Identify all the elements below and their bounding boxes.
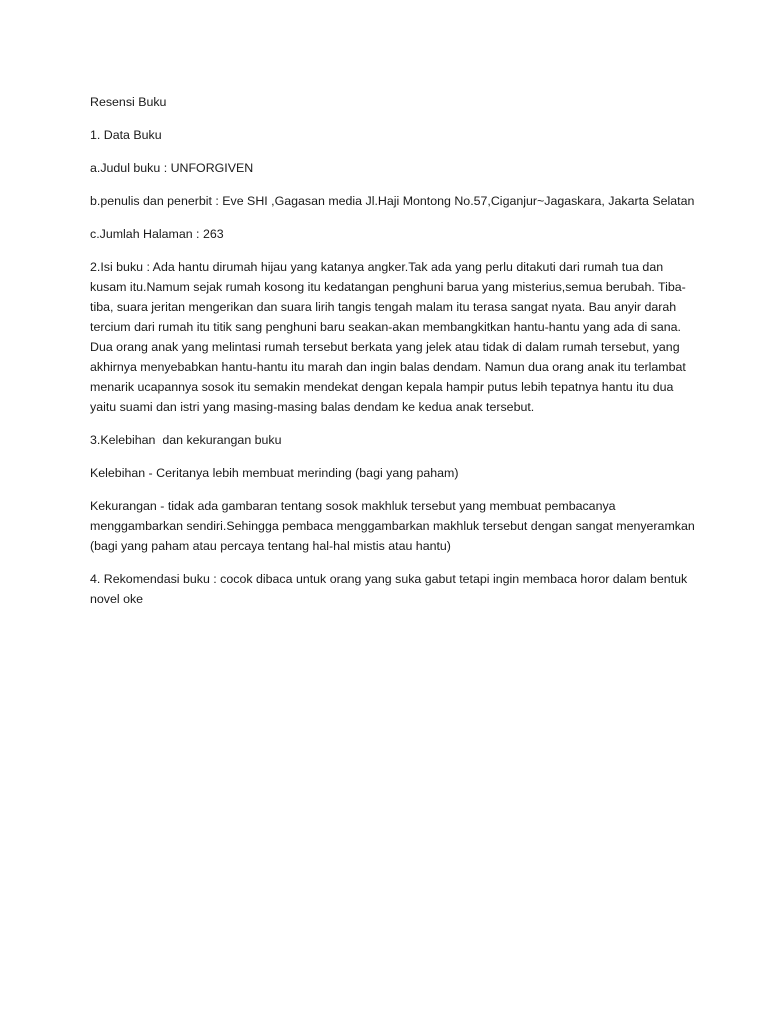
author-publisher-line: b.penulis dan penerbit : Eve SHI ,Gagasan media Jl.Haji Montong No.57,Ciganjur~Jagaskara, Jakarta Selatan	[90, 194, 695, 208]
strengths-paragraph: Kelebihan - Ceritanya lebih membuat merinding (bagi yang paham)	[90, 466, 459, 480]
book-title-line: a.Judul buku : UNFORGIVEN	[90, 161, 254, 175]
book-content-paragraph: 2.Isi buku : Ada hantu dirumah hijau yang katanya angker.Tak ada yang perlu ditakuti dari rumah tua dan kusam itu.Namum sejak rumah kosong itu kedatangan penghuni barua yang misterius,semua berubah. Tiba-tiba, suara jeritan mengerikan dan suara lirih tangis tengah malam itu terasa sangat nyata. Bau anyir darah tercium dari rumah itu titik sang penghuni baru seakan-akan membangkitkan hantu-hantu yang ada di sana. Dua orang anak yang melintasi rumah tersebut berkata yang jelek atau tidak di dalam rumah tersebut, yang akhirnya menyebabkan hantu-hantu itu marah dan ingin balas dendam. Namun dua orang anak itu terlambat menarik ucapannya sosok itu semakin mendekat dengan kepala hampir putus lebih tepatnya hantu itu dua yaitu suami dan istri yang masing-masing balas dendam ke kedua anak tersebut.	[90, 260, 690, 414]
section-heading-data-buku: 1. Data Buku	[90, 128, 162, 142]
page-count-line: c.Jumlah Halaman : 263	[90, 227, 224, 241]
section-heading-strengths-weaknesses: 3.Kelebihan dan kekurangan buku	[90, 433, 282, 447]
document-title: Resensi Buku	[90, 95, 167, 109]
recommendation-paragraph: 4. Rekomendasi buku : cocok dibaca untuk orang yang suka gabut tetapi ingin membaca horor dalam bentuk novel oke	[90, 572, 691, 606]
weaknesses-paragraph: Kekurangan - tidak ada gambaran tentang sosok makhluk tersebut yang membuat pembacanya menggambarkan sendiri.Sehingga pembaca menggambarkan makhluk tersebut dengan sangat menyeramkan (bagi yang paham atau percaya tentang hal-hal mistis atau hantu)	[90, 499, 699, 553]
